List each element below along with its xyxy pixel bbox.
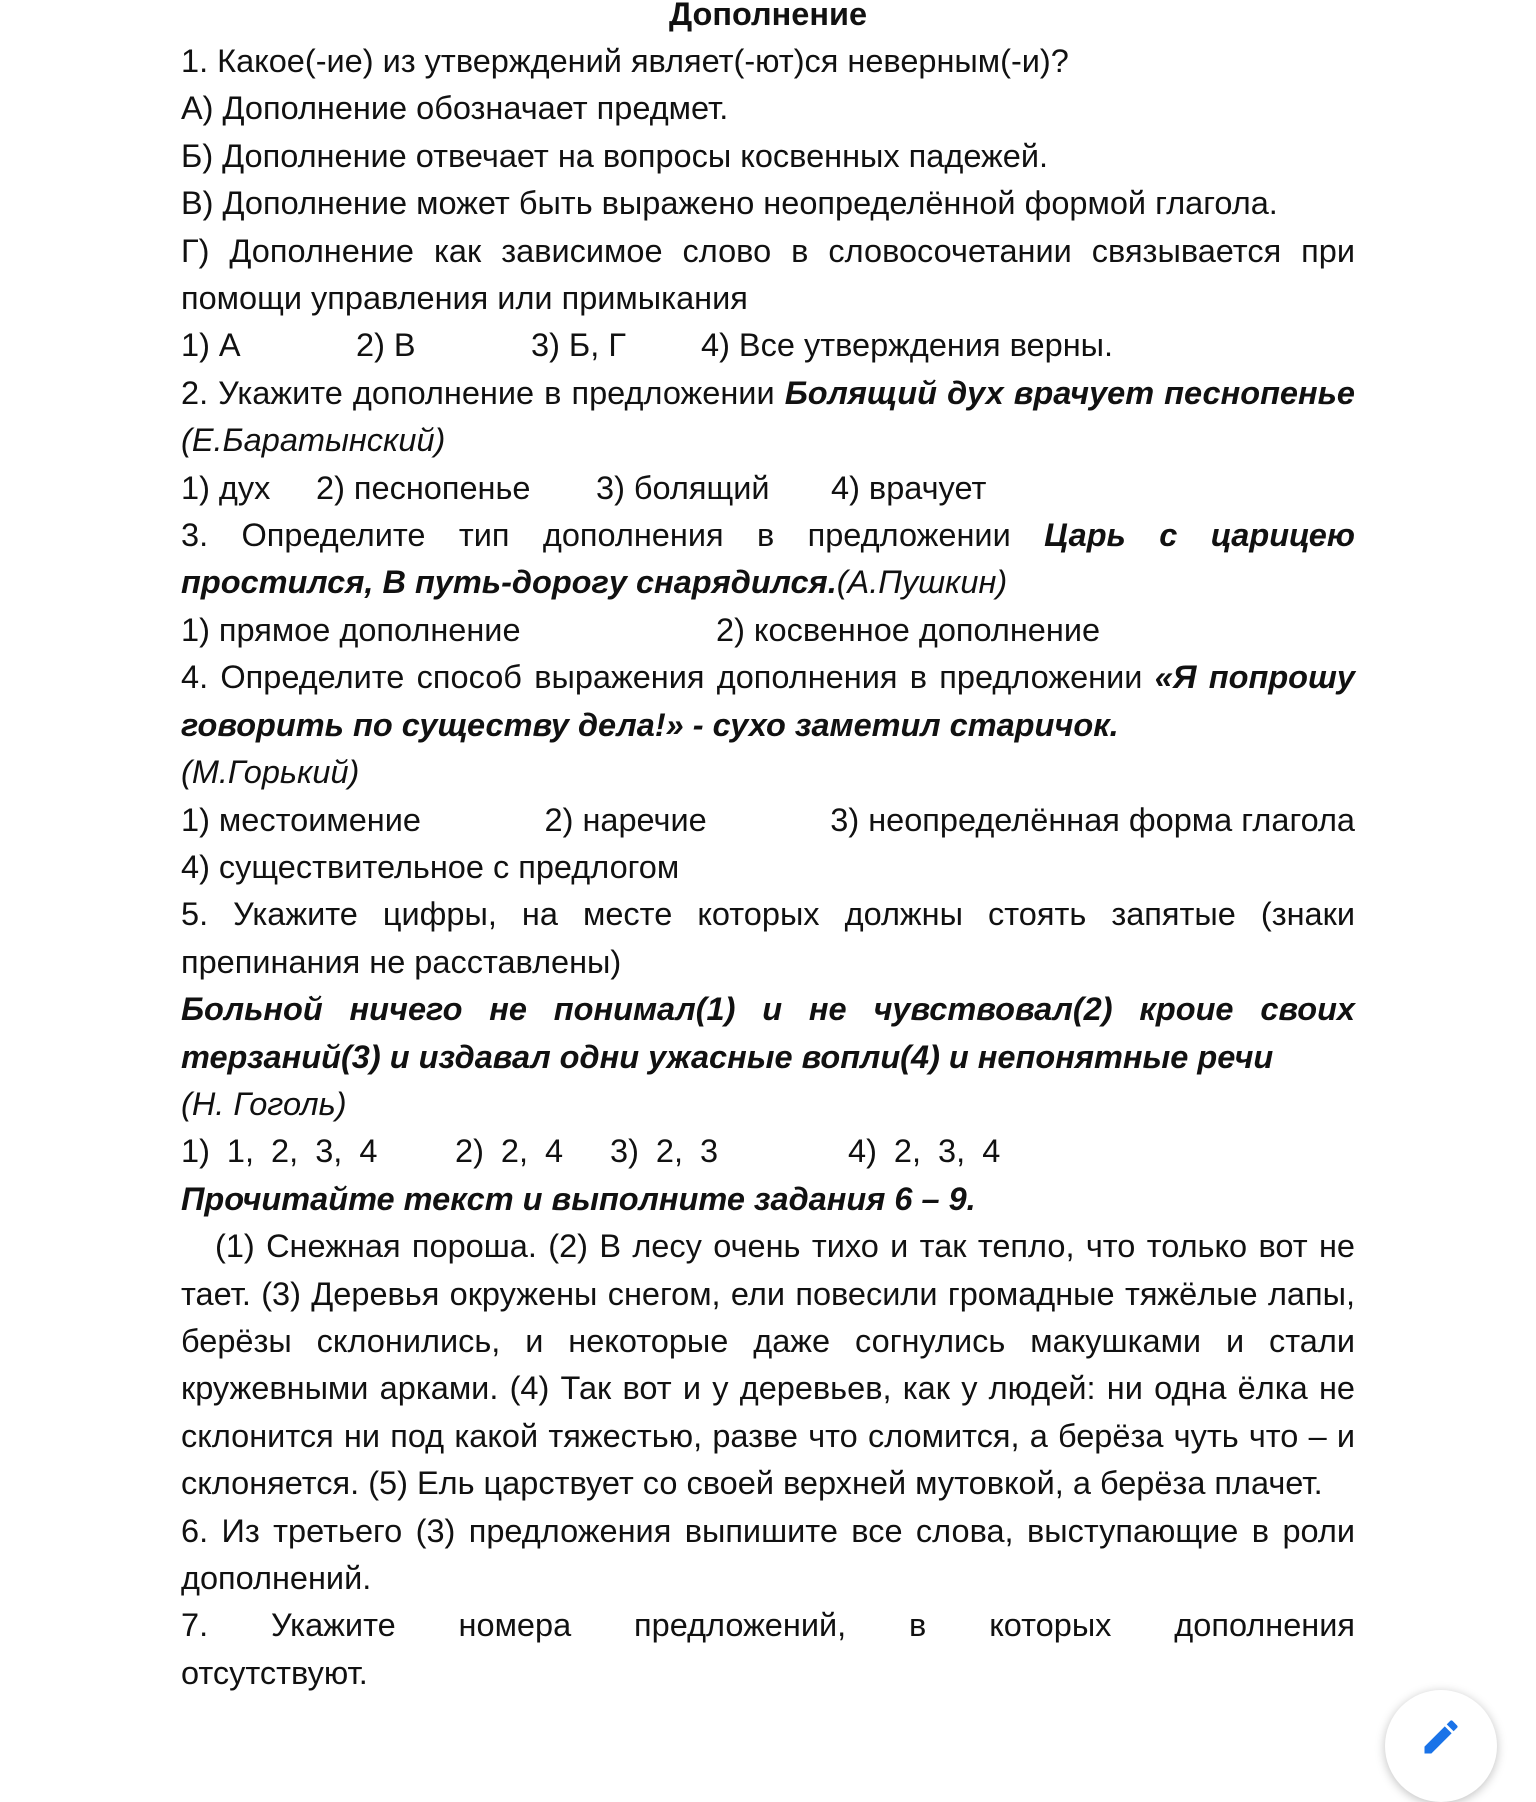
q5-question: 5. Укажите цифры, на месте которых должны стоять запятые (знаки препинания не расставлены)	[181, 896, 1355, 980]
q4-sentence: «Я попрошу говорить по существу дела!» - сухо заметил старичок.	[181, 659, 1355, 743]
q4-option-4: 4) существительное с предлогом	[181, 848, 680, 885]
q2-options	[181, 465, 1355, 512]
q2-question	[181, 370, 1355, 465]
q3-question	[181, 512, 1355, 607]
q5-options	[181, 1128, 1355, 1175]
q4-option-2: 2) наречие	[544, 801, 707, 838]
q6-question: 6. Из третьего (3) предложения выпишите все слова, выступающие в роли дополнений.	[181, 1512, 1355, 1596]
q1-statement-b: Б) Дополнение отвечает на вопросы косвенных падежей.	[181, 137, 1049, 174]
task-header: Прочитайте текст и выполните задания 6 – 9.	[181, 1180, 976, 1217]
q2-author: (Е.Баратынский)	[181, 422, 446, 459]
q5-option-2: 2) 2, 4	[455, 1133, 564, 1170]
reading-text: (1) Снежная пороша. (2) В лесу очень тихо и так тепло, что только вот не тает. (3) Деревья окружены снегом, ели повесили громадные тяжёлые лапы, берёзы склонились, и некоторые даже согнулись макушками и стали кружевными арками. (4) Так вот и у деревьев, как у людей: ни одна ёлка не склонится ни под какой тяжестью, разве что сломится, а берёза чуть что – и склоняется. (5) Ель царствует со своей верхней мутовкой, а берёза плачет.	[181, 1228, 1355, 1502]
q3-lead: 3. Определите тип дополнения в предложении	[181, 517, 1045, 554]
q1-statement-v: В) Дополнение может быть выражено неопределённой формой глагола.	[181, 185, 1278, 222]
q5-author: (Н. Гоголь)	[181, 1085, 347, 1122]
q1-statement-g: Г) Дополнение как зависимое слово в словосочетании связывается при помощи управления или примыкания	[181, 232, 1355, 317]
q3-options	[181, 607, 1355, 654]
q1-question: 1. Какое(-ие) из утверждений являет(-ют)ся неверным(-и)?	[181, 43, 1069, 79]
q2-sentence: Болящий дух врачует песнопенье	[784, 374, 1355, 411]
pencil-icon	[1419, 1715, 1463, 1759]
q1-option-2: 2) В	[356, 327, 416, 364]
q2-option-3: 3) болящий	[596, 469, 770, 506]
q2-lead: 2. Укажите дополнение в предложении	[181, 374, 785, 411]
q5-option-3: 3) 2, 3	[610, 1133, 719, 1170]
q5-option-1: 1) 1, 2, 3, 4	[181, 1133, 378, 1170]
q3-author: (А.Пушкин)	[836, 564, 1008, 601]
q7-question: 7. Укажите номера предложений, в которых дополнения отсутствуют.	[181, 1607, 1355, 1691]
q5-sentence: Больной ничего не понимал(1) и не чувствовал(2) кроие своих терзаний(3) и издавал одни ужасные вопли(4) и непонятные речи	[181, 991, 1355, 1075]
q3-option-2: 2) косвенное дополнение	[716, 611, 1101, 648]
q1-option-3: 3) Б, Г	[531, 327, 626, 364]
q2-option-1: 1) дух	[181, 469, 271, 506]
page-title: Дополнение	[668, 0, 868, 32]
q2-option-2: 2) песнопенье	[316, 469, 531, 506]
q4-question	[181, 654, 1355, 749]
edit-fab-button[interactable]	[1385, 1690, 1497, 1802]
q3-sentence: Царь с царицею простился, В путь-дорогу снарядился.	[181, 517, 1355, 601]
q4-lead: 4. Определите способ выражения дополнения в предложении	[181, 659, 1155, 696]
q1-option-1: 1) А	[181, 327, 241, 364]
q4-author: (М.Горький)	[181, 754, 360, 791]
q4-option-3: 3) неопределённая форма глагола	[830, 801, 1355, 838]
document-page	[181, 0, 1355, 1697]
q1-option-4: 4) Все утверждения верны.	[701, 327, 1114, 364]
q2-option-4: 4) врачует	[831, 469, 987, 506]
q4-option-1: 1) местоимение	[181, 801, 421, 838]
q1-options	[181, 322, 1355, 369]
q4-options	[181, 797, 1355, 844]
q1-statement-a: А) Дополнение обозначает предмет.	[181, 90, 729, 127]
q3-option-1: 1) прямое дополнение	[181, 611, 521, 648]
q5-option-4: 4) 2, 3, 4	[848, 1133, 1001, 1170]
